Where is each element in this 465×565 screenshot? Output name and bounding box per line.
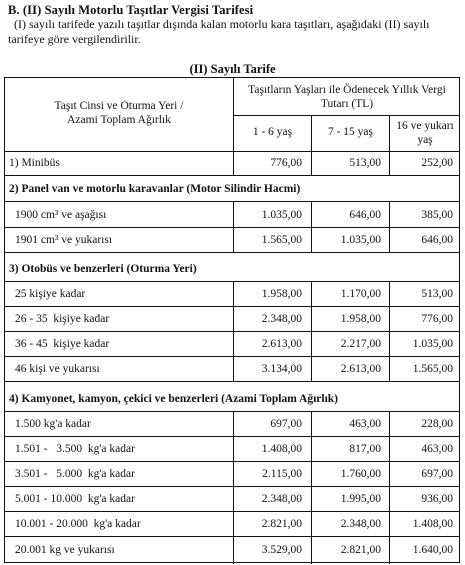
table-row-value-age2: 1.035,00 [340,234,381,246]
rule-section4-title [5,411,459,412]
table-row-label: 1.500 kg'a kadar [15,418,91,430]
table-row-label: 20.001 kg ve yukarısı [15,544,115,556]
table-row-value-age3: 513,00 [421,288,453,300]
table-row-value-age1: 697,00 [270,418,302,430]
table-row-value-age1: 2.821,00 [261,518,302,530]
table-row-value-age3: 228,00 [421,418,453,430]
table-row-value-age3: 1.035,00 [412,338,453,350]
table-row-label: 1.501 - 3.500 kg'a kadar [15,443,135,455]
table-row-label: 3.501 - 5.000 kg'a kadar [15,468,135,480]
rule-row [5,536,459,537]
table-row-label: 25 kişiye kadar [15,288,86,300]
minibus-value-age1: 776,00 [270,157,302,169]
rule-row [5,356,459,357]
rule-row [5,331,459,332]
table-row-value-age3: 385,00 [421,209,453,221]
header-age-7-15: 7 - 15 yaş [327,126,374,138]
table-row-label: 46 kişi ve yukarısı [15,363,100,375]
rule-section2-title [5,201,459,202]
table-row-value-age2: 1.995,00 [340,493,381,505]
header-age-16-plus [390,119,460,147]
table-row-value-age1: 1.958,00 [261,288,302,300]
table-row-value-age1: 2.115,00 [262,468,302,480]
table-row-label: 1901 cm³ ve yukarısı [15,234,113,246]
section-title-bus: 3) Otobüs ve benzerleri (Oturma Yeri) [9,263,197,275]
table-row-value-age3: 1.640,00 [412,544,453,556]
table-row-value-age1: 1.408,00 [261,443,302,455]
table-row-label: 36 - 45 kişiye kadar [15,338,110,350]
table-row-value-age2: 463,00 [349,418,381,430]
header-tax-group-line2: Tutarı (TL) [320,98,374,110]
rule-row [5,252,459,253]
header-vehicle-type-line2: Azami Toplam Ağırlık [67,114,171,126]
table-row-value-age3: 646,00 [421,234,453,246]
table-row-value-age2: 1.170,00 [340,288,381,300]
rule-row [5,381,459,382]
table-row-value-age2: 2.217,00 [340,338,381,350]
table-row-label: 26 - 35 kişiye kadar [15,313,110,325]
header-tax-group [234,83,460,111]
table-row-value-age1: 3.134,00 [261,363,302,375]
rule-row [5,436,459,437]
header-vehicle-type [5,99,233,127]
minibus-label: 1) Minibüs [9,157,60,169]
table-row-value-age3: 1.565,00 [412,363,453,375]
table-row-value-age1: 2.348,00 [261,313,302,325]
table-row-value-age1: 1.565,00 [261,234,302,246]
minibus-value-age2: 513,00 [349,157,381,169]
table-row-value-age3: 463,00 [421,443,453,455]
rule-row [5,486,459,487]
rule-minibus-bottom [5,175,459,176]
table-title: (II) Sayılı Tarife [189,62,276,76]
document-heading: B. (II) Sayılı Motorlu Taşıtlar Vergisi Tarifesi [8,3,254,17]
table-row-value-age1: 3.529,00 [261,544,302,556]
header-age-16-plus-line2: yaş [417,134,433,146]
intro-paragraph [8,17,460,47]
table-row-value-age1: 2.613,00 [261,338,302,350]
table-row-value-age2: 2.613,00 [340,363,381,375]
table-row-value-age2: 2.348,00 [340,518,381,530]
rule-section3-title [5,281,459,282]
table-row-label: 10.001 - 20.000 kg'a kadar [15,518,141,530]
table-row-value-age3: 936,00 [421,493,453,505]
rule-col-age1 [311,411,312,564]
header-tax-group-line1: Taşıtların Yaşları ile Ödenecek Yıllık Vergi [248,84,446,96]
header-age-1-6: 1 - 6 yaş [252,126,293,138]
header-age-16-plus-line1: 16 ve yukarı [396,120,454,132]
rule-col-age2 [389,411,390,564]
table-row-value-age1: 1.035,00 [261,209,302,221]
intro-line-1: (I) sayılı tarifede yazılı taşıtlar dışında kalan motorlu kara taşıtları, aşağıdaki (II) sayılı [14,17,430,31]
rule-row [5,461,459,462]
table-row-value-age3: 776,00 [421,313,453,325]
table-row-label: 5.001 - 10.000 kg'a kadar [15,493,135,505]
table-row-value-age1: 2.348,00 [261,493,302,505]
section-title-trucks: 4) Kamyonet, kamyon, çekici ve benzerleri (Azami Toplam Ağırlık) [9,393,338,405]
intro-line-2: tarifeye göre vergilendirilir. [8,32,141,46]
table-row-value-age2: 817,00 [349,443,381,455]
table-row-value-age2: 1.958,00 [340,313,381,325]
rule-header-bottom [5,151,459,152]
header-vehicle-type-line1: Taşıt Cinsi ve Oturma Yeri / [54,100,184,112]
minibus-value-age3: 252,00 [421,157,453,169]
rule-row [5,511,459,512]
table-row-value-age2: 1.760,00 [340,468,381,480]
table-row-value-age2: 2.821,00 [340,544,381,556]
section-title-panel-van: 2) Panel van ve motorlu karavanlar (Motor Silindir Hacmi) [9,183,301,195]
table-row-label: 1900 cm³ ve aşağısı [15,209,107,221]
rule-row [5,227,459,228]
tariff-table [4,77,460,563]
rule-row [5,306,459,307]
table-row-value-age3: 1.408,00 [412,518,453,530]
rule-header-mid [233,115,459,116]
table-row-value-age3: 697,00 [421,468,453,480]
rule-col-label [233,411,234,564]
table-row-value-age2: 646,00 [349,209,381,221]
